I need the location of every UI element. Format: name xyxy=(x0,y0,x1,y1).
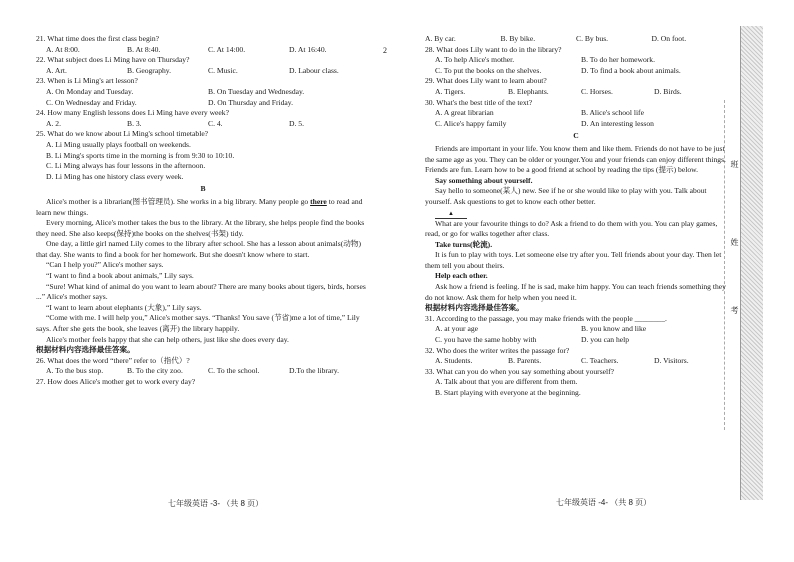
passage-c-p1: Say hello to someone(某人) new. See if he or she would like to play with you. Talk about yourself. Ask questions to get to know each other better. xyxy=(425,186,707,206)
q22-stem: 22. What subject does Li Ming have on Thursday? xyxy=(36,55,190,65)
section-c-heading: C xyxy=(573,131,579,141)
q25-stem: 25. What do we know about Li Ming's school timetable? xyxy=(36,129,209,139)
passage-b-p9: Alice's mother feels happy that she can help others, just like she does every day. xyxy=(46,334,289,344)
q26-stem: 26. What does the word “there” refer to（指代）? xyxy=(36,355,190,365)
q22-a: A. Art. xyxy=(46,65,67,75)
q27-b: B. By bike. xyxy=(500,34,536,43)
q30-a: A. A great librarian xyxy=(435,108,494,118)
q26-options xyxy=(36,366,370,377)
q30-d: D. An interesting lesson xyxy=(581,118,654,128)
q21-a: A. At 8:00. xyxy=(46,44,80,54)
q21-d: D. At 16:40. xyxy=(289,44,327,54)
q28-b: B. To do her homework. xyxy=(581,55,655,65)
passage-b-p8: “Come with me. I will help you,” Alice's mother says. “Thanks! You save (节省)me a lot of time,” Lily says. After she gets the book, she leaves (离开) the library happily. xyxy=(36,313,360,334)
q28-c: C. To put the books on the shelves. xyxy=(435,65,542,75)
q24-a: A. 2. xyxy=(46,118,61,128)
q23-options-cd xyxy=(36,98,370,109)
blank-marker: ▲ xyxy=(425,208,727,219)
passage-b-p6: “Sure! What kind of animal do you want to learn about? There are many books about tigers, birds, horses ...” Alice's mother says. xyxy=(36,281,366,302)
margin-number: 2 xyxy=(383,46,387,55)
q25-c: C. Li Ming always has four lessons in the afternoon. xyxy=(46,161,206,171)
word-there: there xyxy=(310,196,327,206)
q32-options xyxy=(425,356,727,367)
q28-options-cd xyxy=(425,66,727,77)
q24-d: D. 5. xyxy=(289,118,304,128)
q23-d: D. On Thursday and Friday. xyxy=(208,97,293,107)
q26-a: A. To the bus stop. xyxy=(46,366,104,376)
q30-stem: 30. What's the best title of the text? xyxy=(425,97,533,107)
q30-options-cd xyxy=(425,119,727,130)
q23-options-ab xyxy=(36,87,370,98)
q22-c: C. Music. xyxy=(208,65,238,75)
q24-b: B. 3. xyxy=(127,118,142,128)
tip-heading-3: Help each other. xyxy=(435,271,488,281)
q27-options xyxy=(425,34,727,45)
page-footer-4: 七年级英语 -4- （共 8 页） xyxy=(556,498,652,507)
instruction-c: 根据材料内容选择最佳答案。 xyxy=(425,303,524,313)
passage-b-p4: “Can I help you?” Alice's mother says. xyxy=(46,260,164,270)
instruction-b: 根据材料内容选择最佳答案。 xyxy=(36,345,135,355)
passage-b-p3: One day, a little girl named Lily comes to the library after school. She has a lesson about animals(动物) that day. She wants to find a book for her homework. But she doesn't know where to start. xyxy=(36,239,361,259)
q23-a: A. On Monday and Tuesday. xyxy=(46,86,134,96)
strip-label-class: 班 xyxy=(730,160,739,168)
q33-a: A. Talk about that you are different from them. xyxy=(435,377,578,387)
q26-d: D.To the library. xyxy=(289,366,340,376)
q31-options-ab xyxy=(425,324,727,335)
q29-c: C. Horses. xyxy=(581,86,613,96)
q29-d: D. Birds. xyxy=(654,86,682,96)
q28-stem: 28. What does Lily want to do in the library? xyxy=(425,44,562,54)
q25-b: B. Li Ming's sports time in the morning is from 9:30 to 10:10. xyxy=(46,150,235,160)
right-page xyxy=(425,34,727,514)
strip-label-name: 姓 xyxy=(730,238,739,246)
q31-b: B. you know and like xyxy=(581,324,647,334)
q32-stem: 32. Who does the writer writes the passage for? xyxy=(425,345,570,355)
binding-strip xyxy=(740,26,763,500)
q28-options-ab xyxy=(425,55,727,66)
q26-c: C. To the school. xyxy=(208,366,260,376)
q30-c: C. Alice's happy family xyxy=(435,118,507,128)
q23-c: C. On Wednesday and Friday. xyxy=(46,97,137,107)
q30-options-ab xyxy=(425,108,727,119)
q27-d: D. On foot. xyxy=(651,34,687,43)
q26-b: B. To the city zoo. xyxy=(127,366,183,376)
q21-b: B. At 8:40. xyxy=(127,44,161,54)
q24-options xyxy=(36,119,370,130)
passage-b-p2: Every morning, Alice's mother takes the bus to the library. At the library, she helps people find the books they need. She also keeps(保持)the books on the shelves(书架) tidy. xyxy=(36,218,365,238)
q24-stem: 24. How many English lessons does Li Ming have every week? xyxy=(36,108,229,118)
q31-a: A. at your age xyxy=(435,324,479,334)
section-b-heading: B xyxy=(200,184,206,194)
q21-options xyxy=(36,45,370,56)
q33-stem: 33. What can you do when you say something about yourself? xyxy=(425,366,615,376)
q25-d: D. Li Ming has one history class every week. xyxy=(46,171,184,181)
q27-stem: 27. How does Alice's mother get to work every day? xyxy=(36,377,196,386)
q23-b: B. On Tuesday and Wednesday. xyxy=(208,86,305,96)
q30-b: B. Alice's school life xyxy=(581,108,644,118)
passage-c-p3: Ask how a friend is feeling. If he is sad, make him happy. You can teach friends something they do not know. Ask them for help when you need it. xyxy=(425,282,726,302)
q23-stem: 23. When is Li Ming's art lesson? xyxy=(36,76,138,86)
q29-stem: 29. What does Lily want to learn about? xyxy=(425,76,547,86)
strip-label-exam: 考 xyxy=(730,306,739,314)
q32-d: D. Visitors. xyxy=(654,356,689,366)
q32-c: C. Teachers. xyxy=(581,356,619,366)
passage-b-p5: “I want to find a book about animals,” Lily says. xyxy=(46,271,194,281)
q31-options-cd xyxy=(425,335,727,346)
q32-a: A. Students. xyxy=(435,356,473,366)
q33-b: B. Start playing with everyone at the beginning. xyxy=(435,388,581,397)
left-page xyxy=(36,34,370,514)
q31-c: C. you have the same hobby with xyxy=(435,335,537,345)
q27-c: C. By bus. xyxy=(576,34,609,43)
passage-c-p1b: What are your favourite things to do? Ask a friend to do them with you. You can play games, read, or go for walks together after class. xyxy=(425,218,718,239)
passage-c-p2: It is fun to play with toys. Let someone else try after you. Tell friends about your day. Then let them tell you about theirs. xyxy=(425,250,722,270)
q31-d: D. you can help xyxy=(581,335,630,345)
q31-stem: 31. According to the passage, you may make friends with the people ________. xyxy=(425,313,667,323)
q22-b: B. Geography. xyxy=(127,65,172,75)
q27-a: A. By car. xyxy=(425,34,456,43)
tip-heading-2: Take turns(轮流). xyxy=(435,239,493,249)
passage-b-p1: Alice's mother is a librarian(图书管理员). She works in a big library. Many people go there to read and learn new things. xyxy=(36,196,363,217)
q22-options xyxy=(36,66,370,77)
q29-a: A. Tigers. xyxy=(435,86,466,96)
page-footer-3: 七年级英语 -3- （共 8 页） xyxy=(168,499,264,508)
q29-b: B. Elephants. xyxy=(508,86,549,96)
q24-c: C. 4. xyxy=(208,118,223,128)
tip-heading-1: Say something about yourself. xyxy=(435,175,533,185)
q21-c: C. At 14:00. xyxy=(208,44,246,54)
q32-b: B. Parents. xyxy=(508,356,542,366)
q22-d: D. Labour class. xyxy=(289,65,339,75)
q28-d: D. To find a book about animals. xyxy=(581,65,681,75)
q25-a: A. Li Ming usually plays football on weekends. xyxy=(46,139,191,149)
q21-stem: 21. What time does the first class begin? xyxy=(36,34,160,43)
passage-c-intro: Friends are important in your life. You know them and like them. Friends do not have to be just the same age as you. They can be older or younger.You and your friends can enjoy different things. Friends are fun. Learn how to be a good friend at school by reading the tips (提示) below. xyxy=(425,143,726,175)
passage-b-p7: “I want to learn about elephants (大象),” Lily says. xyxy=(46,302,202,312)
q29-options xyxy=(425,87,727,98)
q28-a: A. To help Alice's mother. xyxy=(435,55,515,65)
